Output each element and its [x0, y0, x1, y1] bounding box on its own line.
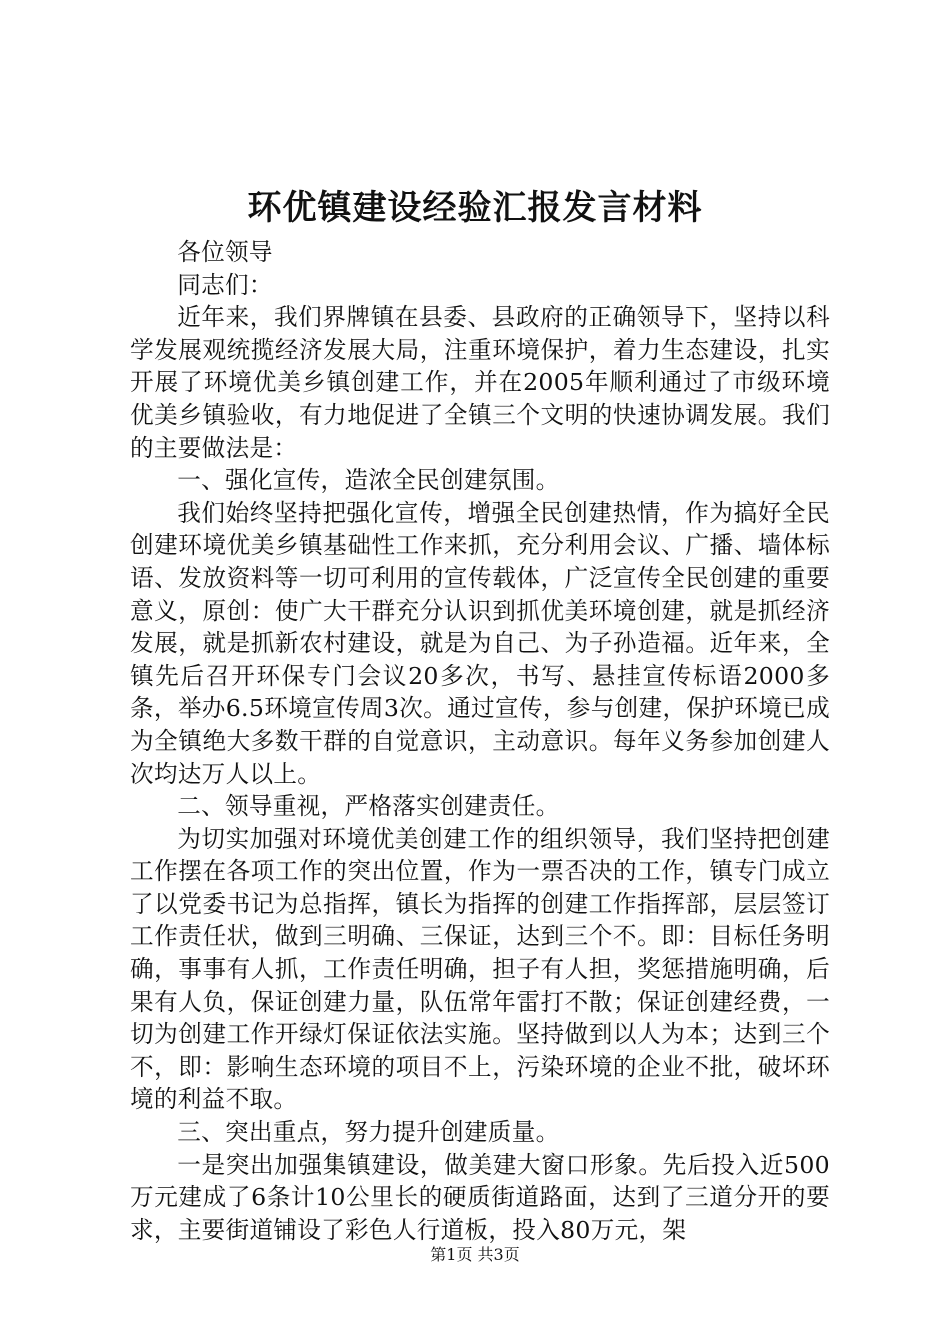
salutation-leaders: 各位领导	[177, 238, 273, 266]
section-paragraph-1: 我们始终坚持把强化宣传，增强全民创建热情，作为搞好全民创建环境优美乡镇基础性工作来抓，充分利用会议、广播、墙体标语、发放资料等一切可利用的宣传载体，广泛宣传全民创建的重要意义，原创：使广大干群充分认识到抓优美环境创建，就是抓经济发展，就是抓新农村建设，就是为自己、为子孙造福。近年来，全镇先后召开环保专门会议20多次，书写、悬挂宣传标语2000多条，举办6.5环境宣传周3次。通过宣传，参与创建，保护环境已成为全镇绝大多数干群的自觉意识，主动意识。每年义务参加创建人次均达万人以上。	[130, 498, 830, 788]
salutation-comrades: 同志们：	[177, 270, 273, 299]
section-heading-1: 一、强化宣传，造浓全民创建氛围。	[177, 466, 560, 495]
section-heading-2: 二、领导重视，严格落实创建责任。	[177, 792, 560, 821]
section-paragraph-2: 为切实加强对环境优美创建工作的组织领导，我们坚持把创建工作摆在各项工作的突出位置，作为一票否决的工作，镇专门成立了以党委书记为总指挥，镇长为指挥的创建工作指挥部，层层签订工作责任状，做到三明确、三保证，达到三个不。即：目标任务明确，事事有人抓，工作责任明确，担子有人担，奖惩措施明确，后果有人负，保证创建力量，队伍常年雷打不散；保证创建经费，一切为创建工作开绿灯保证依法实施。坚持做到以人为本；达到三个不，即：影响生态环境的项目不上，污染环境的企业不批，破坏环境的利益不取。	[130, 824, 830, 1114]
section-paragraph-3: 一是突出加强集镇建设，做美建大窗口形象。先后投入近500万元建成了6条计10公里长的硬质街道路面，达到了三道分开的要求，主要街道铺设了彩色人行道板，投入80万元，架	[130, 1150, 830, 1244]
page-footer: 第1页 共3页	[430, 1245, 520, 1264]
section-heading-3: 三、突出重点，努力提升创建质量。	[177, 1118, 560, 1147]
document-body	[130, 236, 830, 1246]
document-title: 环优镇建设经验汇报发言材料	[247, 188, 703, 228]
intro-paragraph: 近年来，我们界牌镇在县委、县政府的正确领导下，坚持以科学发展观统揽经济发展大局，注重环境保护，着力生态建设，扎实开展了环境优美乡镇创建工作，并在2005年顺利通过了市级环境优美乡镇验收，有力地促进了全镇三个文明的快速协调发展。我们的主要做法是：	[130, 303, 830, 462]
